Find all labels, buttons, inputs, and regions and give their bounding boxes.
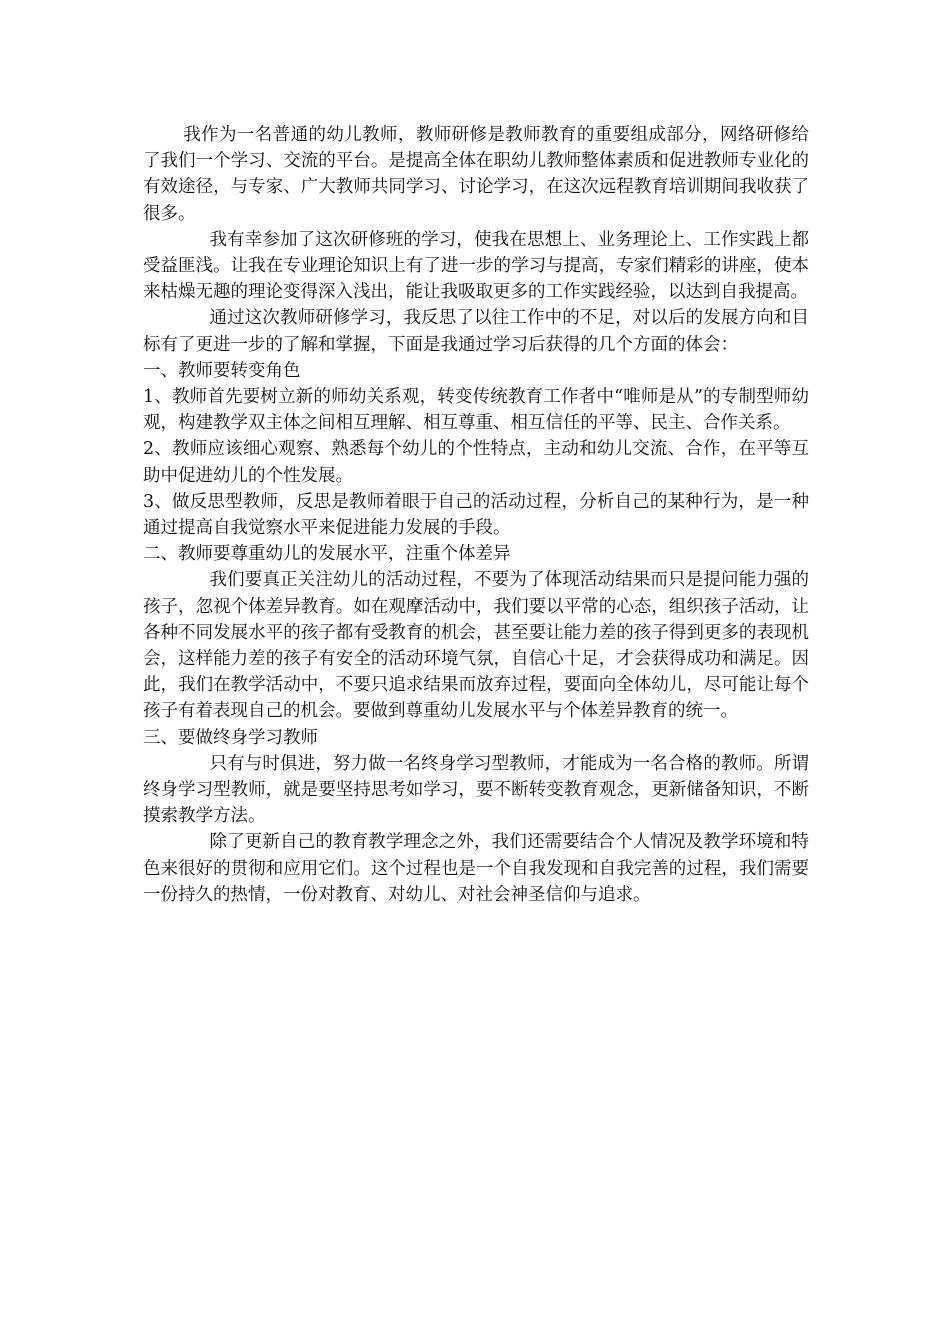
paragraph-section-3: 只有与时俱进，努力做一名终身学习型教师，才能成为一名合格的教师。所谓终身学习型教师，就是要坚持思考如学习，要不断转变教育观念，更新储备知识，不断摸索教学方法。	[143, 753, 809, 827]
section-heading-2: 二、教师要尊重幼儿的发展水平，注重个体差异	[143, 544, 511, 565]
document-body	[143, 122, 809, 908]
paragraph-conclusion: 除了更新自己的教育教学理念之外，我们还需要结合个人情况及教学环境和特色来很好的贯彻和应用它们。这个过程也是一个自我发现和自我完善的过程，我们需要一份持久的热情，一份对教育、对幼儿、对社会神圣信仰与追求。	[143, 832, 809, 905]
paragraph-study-experience: 我有幸参加了这次研修班的学习，使我在思想上、业务理论上、工作实践上都受益匪浅。让我在专业理论知识上有了进一步的学习与提高，专家们精彩的讲座，使本来枯燥无趣的理论变得深入浅出，能让我吸取更多的工作实践经验，以达到自我提高。	[143, 229, 809, 303]
list-item-1: 1、教师首先要树立新的师幼关系观，转变传统教育工作者中“唯师是从”的专制型师幼观，构建教学双主体之间相互理解、相互尊重、相互信任的平等、民主、合作关系。	[143, 387, 809, 434]
paragraph-section-2: 我们要真正关注幼儿的活动过程，不要为了体现活动结果而只是提问能力强的孩子，忽视个体差异教育。如在观摩活动中，我们要以平常的心态，组织孩子活动，让各种不同发展水平的孩子都有受教育的机会，甚至要让能力差的孩子得到更多的表现机会，这样能力差的孩子有安全的活动环境气氛，自信心十足，才会获得成功和满足。因此，我们在教学活动中，不要只追求结果而放弃过程，要面向全体幼儿，尽可能让每个孩子有着表现自己的机会。要做到尊重幼儿发展水平与个体差异教育的统一。	[143, 570, 809, 722]
list-item-3: 3、做反思型教师，反思是教师着眼于自己的活动过程，分析自己的某种行为，是一种通过提高自我觉察水平来促进能力发展的手段。	[143, 491, 809, 539]
list-item-2: 2、教师应该细心观察、熟悉每个幼儿的个性特点，主动和幼儿交流、合作，在平等互助中促进幼儿的个性发展。	[143, 439, 809, 486]
paragraph-reflection: 通过这次教师研修学习，我反思了以往工作中的不足，对以后的发展方向和目标有了更进一步的了解和掌握，下面是我通过学习后获得的几个方面的体会：	[143, 308, 809, 355]
section-heading-1: 一、教师要转变角色	[143, 360, 301, 381]
section-heading-3: 三、要做终身学习教师	[143, 727, 318, 748]
paragraph-intro: 我作为一名普通的幼儿教师，教师研修是教师教育的重要组成部分，网络研修给了我们一个学习、交流的平台。是提高全体在职幼儿教师整体素质和促进教师专业化的有效途径，与专家、广大教师共同学习、讨论学习，在这次远程教育培训期间我收获了很多。	[143, 125, 809, 224]
